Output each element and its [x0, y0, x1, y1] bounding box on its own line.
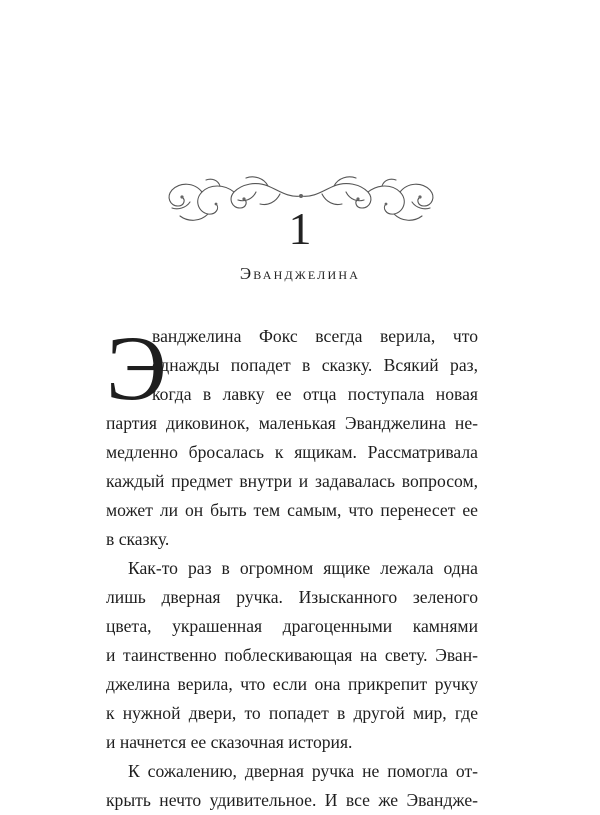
text-line: цвета, украшенная драгоценными камнями [106, 616, 478, 636]
chapter-title: Эванджелина [239, 264, 361, 283]
text-line: к нужной двери, то попадет в другой мир, где [106, 703, 478, 723]
text-line: джелина верила, что если она прикрепит ручку [106, 674, 478, 694]
chapter-number: 1 [288, 203, 312, 254]
text-line: лишь дверная ручка. Изысканного зеленого [106, 587, 478, 607]
text-line: и таинственно поблескивающая на свету. Эван- [106, 645, 478, 665]
text-line: однажды попадет в сказку. Всякий раз, [152, 355, 478, 375]
text-line: и начнется ее сказочная история. [106, 732, 353, 752]
text-line: Как-то раз в огромном ящике лежала одна [128, 558, 478, 578]
chapter-body [106, 317, 478, 815]
drop-cap: Э [106, 317, 167, 419]
text-line: К сожалению, дверная ручка не помогла от- [128, 761, 478, 781]
text-line: медленно бросалась к ящикам. Рассматривала [106, 442, 478, 462]
text-line: партия диковинок, маленькая Эванджелина не- [106, 413, 478, 433]
text-line: может ли он быть тем самым, что перенесет ее [106, 500, 478, 520]
text-line: каждый предмет внутри и задавалась вопросом, [106, 471, 478, 491]
text-line: ванджелина Фокс всегда верила, что [152, 326, 478, 346]
text-line: когда в лавку ее отца поступала новая [152, 384, 478, 404]
text-line: в сказку. [106, 529, 170, 549]
text-line: крыть нечто удивительное. И все же Эвандже- [106, 790, 478, 810]
